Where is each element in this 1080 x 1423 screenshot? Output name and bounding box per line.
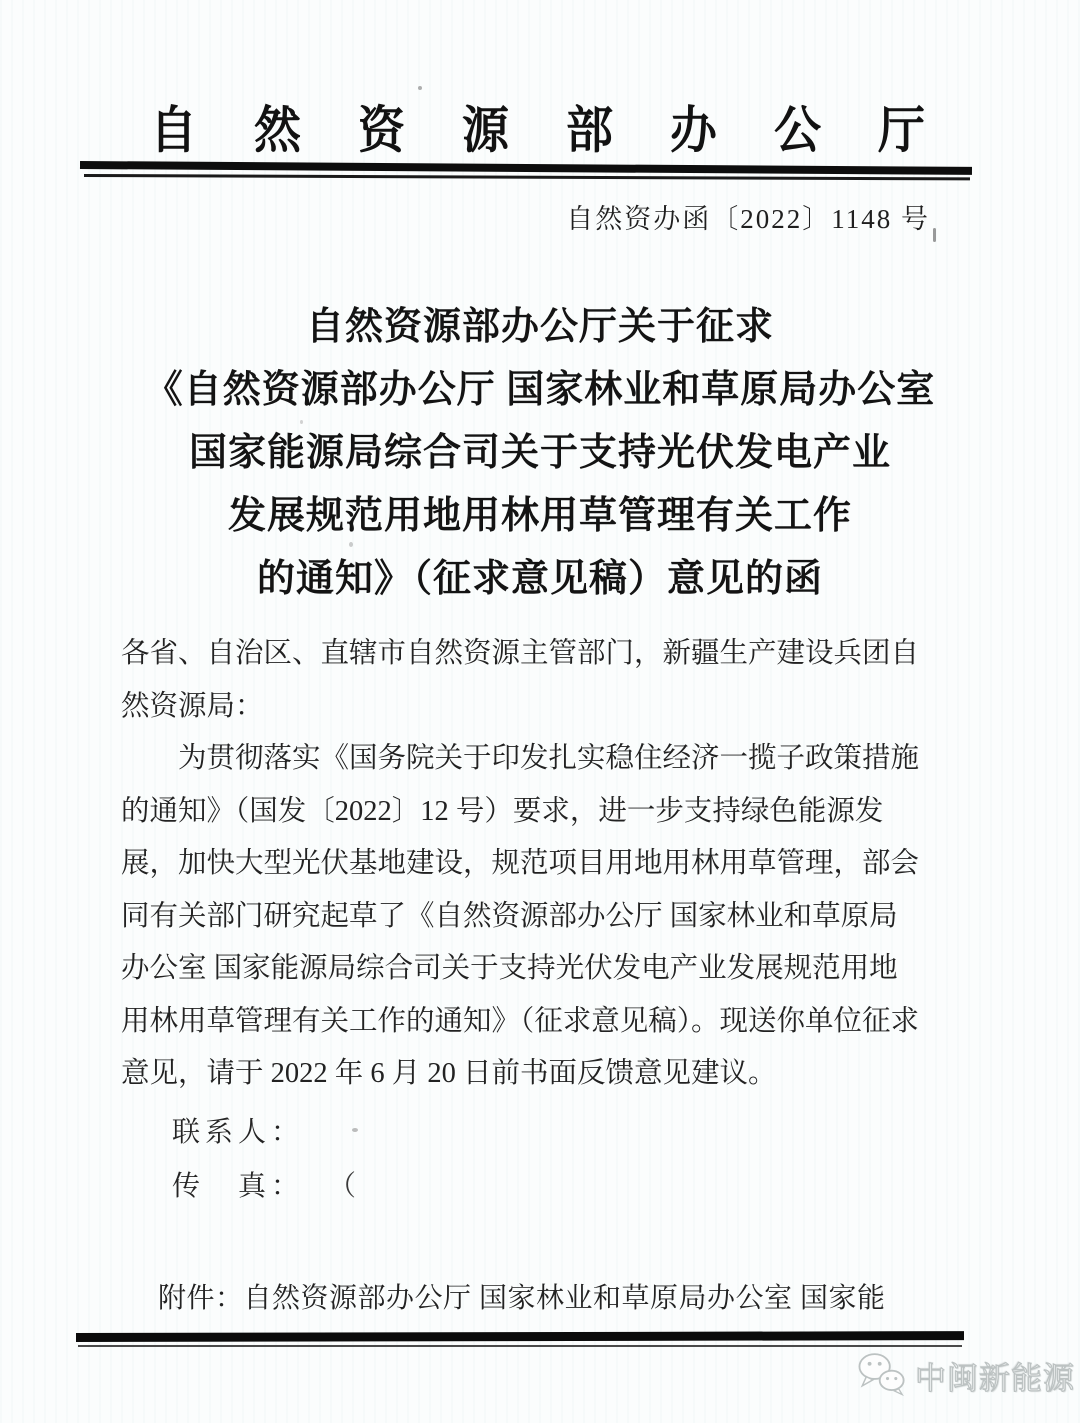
scan-edge-bar-thin [78, 1345, 962, 1347]
contact-person-row [172, 1106, 356, 1160]
scan-edge-bar [76, 1331, 964, 1342]
paragraph-line: 展，加快大型光伏基地建设，规范项目用地用林用草管理，部会 [121, 848, 920, 879]
scan-speck [300, 420, 303, 424]
body-text [121, 628, 945, 1101]
contact-info [172, 1106, 356, 1214]
masthead-rule-thick [80, 161, 972, 175]
scan-speck [349, 542, 353, 547]
salutation-line: 然资源局： [121, 690, 264, 722]
masthead-agency-title: 自然资源部办公厅 [150, 103, 982, 160]
paragraph-line: 意见，请于 2022 年 6 月 20 日前书面反馈意见建议。 [121, 1058, 777, 1089]
masthead-rule-thin [84, 174, 970, 180]
document-number: 自然资办函〔2022〕1148 号 [566, 204, 930, 234]
paragraph-line: 办公室 国家能源局综合司关于支持光伏发电产业发展规范用地 [121, 953, 898, 984]
title-line: 自然资源部办公厅关于征求 [305, 306, 774, 348]
paragraph-line: 同有关部门研究起草了《自然资源部办公厅 国家林业和草原局 [121, 900, 898, 932]
fax-label: 传 真： [172, 1171, 305, 1202]
contact-person-label: 联系人： [172, 1117, 305, 1148]
paragraph-line: 用林用草管理有关工作的通知》（征求意见稿）。现送你单位征求 [121, 1005, 920, 1037]
watermark [856, 1350, 1075, 1401]
salutation-line: 各省、自治区、直辖市自然资源主管部门，新疆生产建设兵团自 [121, 638, 920, 669]
watermark-text: 中闽新能源 [915, 1361, 1075, 1396]
paragraph-line: 的通知》（国发〔2022〕12 号）要求，进一步支持绿色能源发 [121, 795, 884, 827]
scan-speck [418, 86, 422, 90]
document-title [0, 296, 1080, 611]
title-line: 的通知》（征求意见稿）意见的函 [256, 558, 823, 600]
paragraph-line: 为贯彻落实《国务院关于印发扎实稳住经济一揽子政策措施 [178, 743, 920, 774]
title-line: 发展规范用地用林用草管理有关工作 [227, 495, 852, 537]
wechat-icon [856, 1350, 908, 1401]
title-line: 国家能源局综合司关于支持光伏发电产业 [188, 432, 891, 474]
scan-speck [352, 1128, 358, 1132]
fax-row [172, 1160, 356, 1214]
attachment-line: 附件：自然资源部办公厅 国家林业和草原局办公室 国家能 [158, 1283, 886, 1314]
scan-speck [933, 228, 936, 242]
title-line: 《自然资源部办公厅 国家林业和草原局办公室 [144, 369, 936, 411]
fax-value: （ [342, 1171, 357, 1202]
